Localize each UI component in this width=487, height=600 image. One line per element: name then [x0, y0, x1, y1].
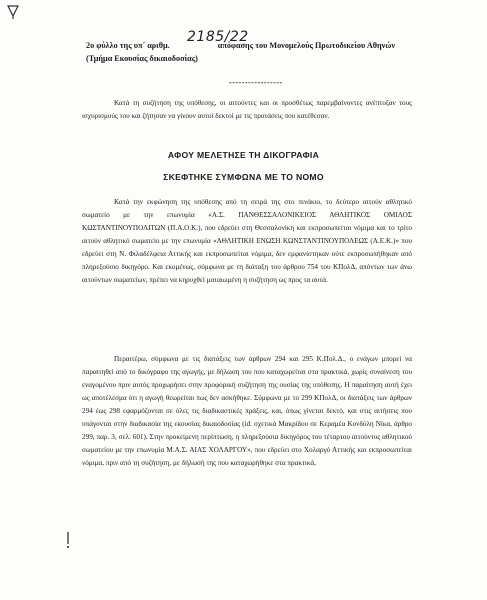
heading-considered-law: ΣΚΕΦΤΗΚΕ ΣΥΜΦΩΝΑ ΜΕ ΤΟ ΝΟΜΟ [163, 172, 324, 182]
heading-studied-file: ΑΦΟΥ ΜΕΛΕΤΗΣΕ ΤΗ ΔΙΚΟΓΡΑΦΙΑ [167, 150, 320, 160]
corner-mark-icon [6, 4, 20, 20]
margin-mark-icon [64, 531, 72, 549]
header-section-name: (Τμήμα Εκουσίας δικαιοδοσίας) [86, 54, 198, 63]
paragraph-hearing: Κατά τη συζήτηση της υπόθεσης, οι αιτούντες και οι προσθέτως παρεμβαίνοντες ανέπτυξαν τους ισχυρισμούς του και ζήτησαν να γίνουν αυτοί δεκτοί με τις προτάσεις που κατέθεσαν. [82, 99, 412, 120]
document-header [86, 40, 416, 51]
paragraph-absence: Κατά την εκφώνηση της υπόθεσης από τη σειρά της στο πινάκιο, το δεύτερο αιτούν αθλητικό σωματείο με την επωνυμία «Α.Σ. ΠΑΝΘΕΣΣΑΛΟΝΙΚΕΙΟΣ ΑΘΛΗΤΙΚΟΣ ΟΜΙΛΟΣ ΚΩΣΤΑΝΤΙΝΟΥΠΟΛΙΤΩΝ (Π.Α.Ο.Κ.), που εδρεύει στη Θεσσαλονίκη και εκπροσωπείται νόμιμα και το τρίτο αιτούν αθλητικό σωματείο με την επωνυμία «ΑΘΛΗΤΙΚΗ ΕΝΩΣΗ ΚΩΝΣΤΑΝΤΙΝΟΥΠΟΛΕΩΣ (Α.Ε.Κ.)» που εδρεύει στη Ν. Φιλαδέλφεια Αττικής και εκπροσωπείται νόμιμα, δεν εμφανίστηκαν ούτε εκπροσωπήθηκαν από πληρεξούσιο δικηγόρο. Και εκομένως, σύμφωνα με τη διάταξη του άρθρου 754 του ΚΠολΔ, απόντων των άνω αιτούντων σωματείων, πρέπει να κηρυχθεί ματαιωμένη η συζήτηση ως προς τα αυτά. [82, 198, 412, 284]
paragraph-withdrawal: Περαιτέρω, σύμφωνα με τις διατάξεις των άρθρων 294 και 295 Κ.Πολ.Δ., ο ενάγων μπορεί να παραιτηθεί από το δικόγραφο της αγωγής, με δήλωση του που καταχωρείται στα πρακτικά, χωρίς συναίνεση του εναγομένου πριν αυτός προχωρήσει στην προφορική συζήτηση της ουσίας της υπόθεσης. Η παραίτηση αυτή έχει ως αποτέλεσμα ότι η αγωγή θεωρείται πως δεν ασκήθηκε. Σύμφωνα με το 299 ΚΠολΔ, οι διατάξεις των άρθρων 294 έως 298 εφαρμόζονται σε όλες τις διαδικαστικές πράξεις, και, όπως γίνεται δεκτό, και στις αιτήσεις που υπάγονται στην διαδικασία της εκουσίας δικαιοδοσίας (id. σχετικά Μακρίδου σε Κεραμέα Κονδύλη Νίκα, άρθρο 299, παρ. 3, σελ. 601). Στην προκείμενη περίπτωση, η πληρεξούσια δικηγόρος του τέταρτου αιτούντος αθλητικού σωματείου με την επωνυμία Μ.Α.Σ. ΑΙΑΣ ΧΟΛΑΡΓΟΥ», που εδρεύει στο Χολαργό Αττικής και εκπροσωπείται νόμιμα, πριν από τη συζήτηση, με δήλωσή της που καταχωρήθηκε στα πρακτικά, [82, 355, 412, 467]
header-suffix: απόφασης του Μονομελούς Πρωτοδικείου Αθηνών [217, 41, 395, 50]
header-separator: ----------------- [229, 78, 283, 87]
header-prefix: 2ο φύλλο της υπ΄ αριθμ. [86, 41, 170, 50]
handwritten-decision-number: 2185/22 [187, 29, 249, 45]
